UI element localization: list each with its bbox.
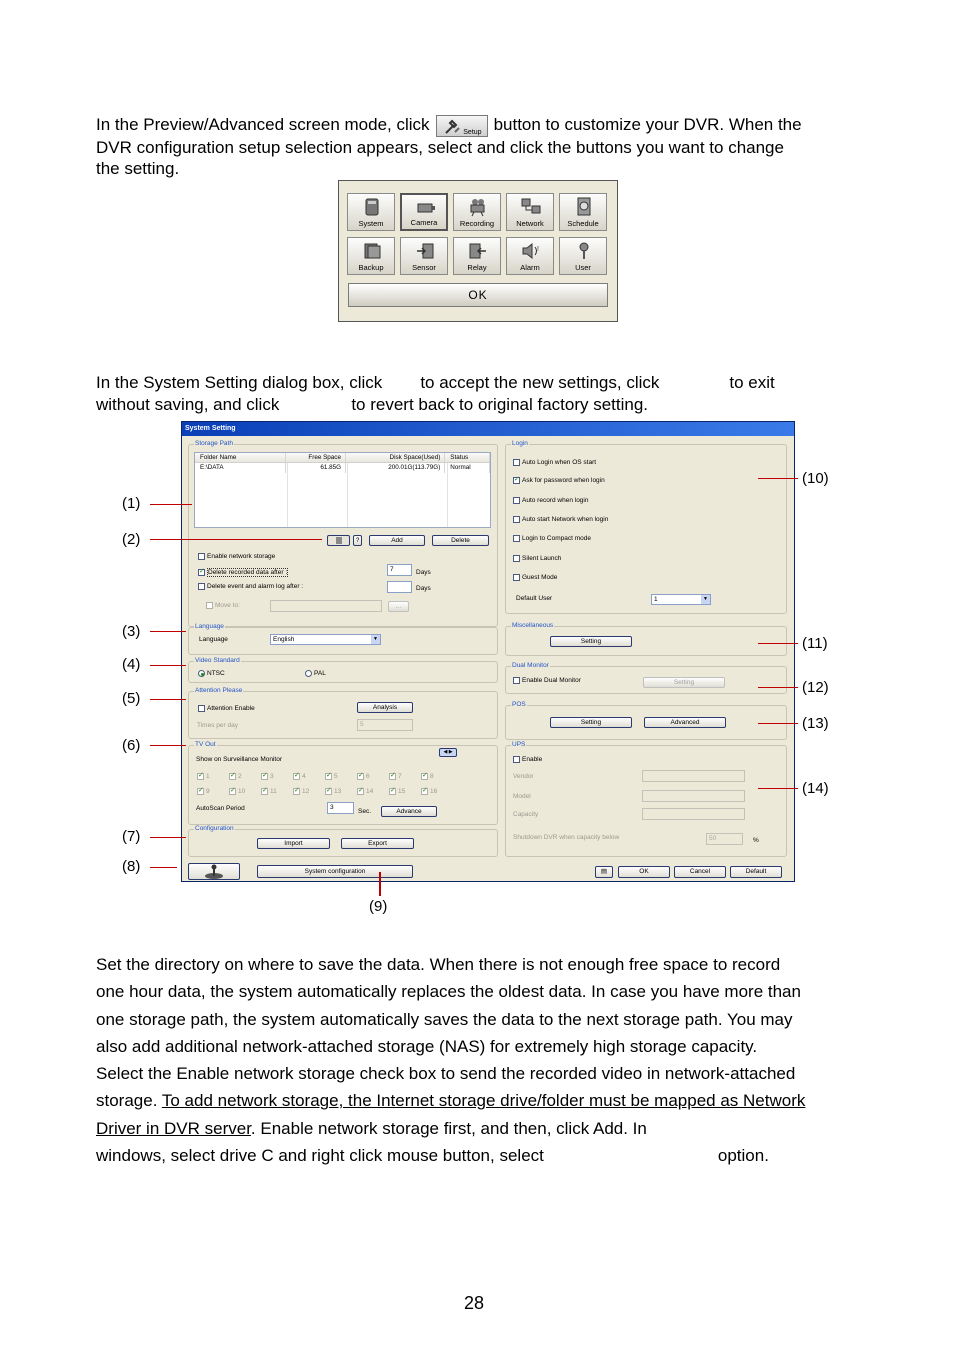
callout-line-7 [150, 837, 186, 838]
advance-button[interactable]: Advance [381, 806, 437, 817]
attention-enable-checkbox[interactable]: Attention Enable [198, 705, 255, 712]
camera-tile[interactable]: Camera [400, 193, 448, 231]
callout-1: (1) [122, 495, 141, 512]
callout-11: (11) [802, 635, 828, 652]
system-tile[interactable]: System [347, 193, 395, 231]
backup-tile[interactable]: Backup [347, 237, 395, 275]
tv-channel-checkbox[interactable]: ✓ 10 [229, 788, 245, 795]
tv-channel-checkbox[interactable]: ✓ 7 [389, 773, 402, 780]
drive-icon [334, 536, 344, 545]
storage-path-group: Storage Path [188, 444, 498, 627]
network-tile[interactable]: Network [506, 193, 554, 231]
alarm-tile[interactable]: ! Alarm [506, 237, 554, 275]
vendor-label: Vendor [513, 773, 534, 780]
enable-network-storage-checkbox[interactable]: Enable network storage [198, 553, 275, 560]
cancel-button[interactable]: Cancel [674, 866, 726, 878]
callout-line-9 [379, 872, 381, 896]
tv-channel-checkbox[interactable]: ✓ 1 [197, 773, 210, 780]
dual-monitor-group: Dual Monitor [505, 666, 787, 694]
language-group: Language [188, 627, 498, 655]
callout-line-5 [150, 699, 186, 700]
callout-line-1 [150, 504, 192, 505]
tv-channel-checkbox[interactable]: ✓ 6 [357, 773, 370, 780]
recording-tile[interactable]: Recording [453, 193, 501, 231]
callout-line-4 [150, 665, 186, 666]
ntsc-radio[interactable]: NTSC [198, 670, 225, 677]
callout-line-3 [150, 631, 186, 632]
tv-channel-checkbox[interactable]: ✓ 11 [261, 788, 277, 795]
pos-setting-button[interactable]: Setting [550, 717, 632, 728]
chevron-down-icon: ▼ [701, 595, 710, 604]
setup-button-label: Setup [463, 128, 482, 136]
tv-out-group: TV Out [188, 745, 498, 825]
default-user-label: Default User [516, 595, 553, 602]
pos-group: POS [505, 705, 787, 740]
callout-2: (2) [122, 531, 141, 548]
auto-start-network-checkbox[interactable]: Auto start Network when login [513, 516, 608, 523]
tv-channel-checkbox[interactable]: ✓ 9 [197, 788, 210, 795]
silent-launch-checkbox[interactable]: Silent Launch [513, 555, 561, 562]
setup-button[interactable] [436, 115, 488, 137]
login-group: Login [505, 444, 787, 614]
language-label: Language [199, 636, 228, 643]
backup-icon [362, 241, 382, 261]
callout-4: (4) [122, 656, 141, 673]
shutdown-input[interactable]: 50 [706, 833, 743, 845]
tv-channel-checkbox[interactable]: ✓ 5 [325, 773, 338, 780]
help-icon[interactable]: ? [353, 535, 362, 546]
callout-10: (10) [802, 470, 829, 487]
autoscan-input[interactable]: 3 [327, 802, 354, 814]
svg-text:!: ! [537, 246, 539, 253]
vendor-input[interactable] [642, 770, 745, 782]
capacity-label: Capacity [513, 811, 539, 818]
tv-channel-checkbox[interactable]: ✓ 3 [261, 773, 274, 780]
speaker-icon [521, 241, 541, 261]
callout-6: (6) [122, 737, 141, 754]
film-camera-icon [468, 197, 488, 217]
move-to-input[interactable] [270, 600, 382, 612]
callout-12: (12) [802, 679, 829, 696]
intro-text-2: button to customize your DVR. When the [493, 115, 802, 134]
callout-5: (5) [122, 690, 141, 707]
miscellaneous-group: Miscellaneous [505, 626, 787, 656]
configuration-group: Configuration [188, 829, 498, 857]
callout-3: (3) [122, 623, 141, 640]
tv-channel-checkbox[interactable]: ✓ 13 [325, 788, 341, 795]
page-number: 28 [464, 1293, 485, 1313]
times-per-day-input[interactable]: 5 [357, 719, 413, 731]
compact-mode-checkbox[interactable]: Login to Compact mode [513, 535, 591, 542]
network-mapping-note: To add network storage, the Internet storage drive/folder must be mapped as Network [161, 1091, 806, 1111]
table-header: Folder Name Free Space Disk Space(Used) Status [195, 453, 490, 463]
ask-password-checkbox[interactable]: ✓ Ask for password when login [513, 477, 605, 484]
storage-table[interactable] [194, 452, 491, 528]
days-label-2: Days [416, 585, 431, 592]
guest-mode-checkbox[interactable]: Guest Mode [513, 574, 557, 581]
intro-text-1: In the Preview/Advanced screen mode, click [96, 115, 430, 134]
tv-channel-checkbox[interactable]: ✓ 8 [421, 773, 434, 780]
dual-monitor-setting-button[interactable]: Setting [643, 677, 725, 688]
chevron-down-icon: ▼ [371, 635, 380, 644]
callout-line-13 [758, 723, 798, 724]
page-arrows[interactable]: ◀ ▶ [439, 748, 457, 757]
callout-8: (8) [122, 858, 141, 875]
table-row[interactable]: E:\DATA 61.85G 200.01G(113.79G) Normal [195, 463, 490, 473]
days-label: Days [416, 569, 431, 576]
callout-line-10 [758, 478, 798, 479]
callout-line-8 [150, 867, 177, 868]
delete-button[interactable]: Delete [432, 535, 489, 546]
relay-icon [468, 241, 488, 261]
callout-14: (14) [802, 780, 829, 797]
system-setting-dialog [181, 421, 795, 882]
storage-description-paragraph: Set the directory on where to save the data. When there is not enough free space to record one hour data, the system automatically replaces the oldest data. In case you have more than one storage path, the system automatically saves the data to the next storage path. You may also add additional network-attached storage (NAS) for extremely high storage capacity. Select the Enable network storage check box to send the recorded video in network-attached storage. To add network storage, the Internet storage drive/folder must be mapped as Network Driver in DVR server. Enable network storage first, and then, click Add. In windows, select drive C and right click mouse button, select option. [96, 955, 806, 1166]
ups-enable-checkbox[interactable]: Enable [513, 756, 542, 763]
show-on-monitor-label: Show on Surveillance Monitor [196, 756, 282, 763]
clock-icon [574, 197, 594, 217]
callout-line-2 [150, 539, 322, 540]
pal-radio[interactable]: PAL [305, 670, 326, 677]
delete-recorded-days-input[interactable]: 7 [387, 564, 412, 576]
tv-channel-checkbox[interactable]: ✓ 16 [421, 788, 437, 795]
export-button[interactable]: Export [341, 838, 414, 849]
browse-button[interactable]: ... [388, 601, 409, 612]
autoscan-label: AutoScan Period [196, 805, 245, 812]
network-icon [521, 197, 541, 217]
attention-group: Attention Please [188, 691, 498, 739]
delete-recorded-checkbox[interactable]: ✓ Delete recorded data after : [198, 568, 288, 577]
callout-line-6 [150, 745, 186, 746]
system-configuration-button[interactable]: System configuration [257, 865, 413, 878]
tv-channel-checkbox[interactable]: ✓ 12 [293, 788, 309, 795]
callout-line-12 [758, 687, 798, 688]
add-button[interactable]: Add [369, 535, 425, 546]
ups-group: UPS [505, 745, 787, 857]
intro-paragraph [96, 114, 876, 180]
wrench-icon [443, 118, 463, 136]
callout-13: (13) [802, 715, 829, 732]
default-user-select[interactable]: 1 ▼ [651, 594, 711, 605]
sensor-tile[interactable]: Sensor [400, 237, 448, 275]
enable-dual-monitor-checkbox[interactable]: Enable Dual Monitor [513, 677, 581, 684]
percent-label: % [753, 837, 759, 844]
joystick-button[interactable] [188, 863, 240, 880]
sec-label: Sec. [358, 808, 372, 815]
key-icon [574, 241, 594, 261]
times-per-day-label: Times per day [197, 722, 238, 729]
video-standard-group: Video Standard [188, 661, 498, 683]
pos-advanced-button[interactable]: Advanced [644, 717, 726, 728]
camera-icon [416, 198, 436, 218]
default-button[interactable]: Default [730, 866, 782, 878]
network-drive-button[interactable] [327, 535, 350, 546]
callout-line-14 [758, 788, 798, 789]
language-select[interactable]: English ▼ [270, 634, 381, 645]
system-setting-paragraph: In the System Setting dialog box, click to accept the new settings, click to exit without saving, and click to revert back to original factory setting. [96, 373, 775, 414]
printer-icon[interactable]: ▤ [595, 866, 613, 878]
intro-text-4: the setting. [96, 159, 180, 179]
schedule-tile[interactable]: Schedule [559, 193, 607, 231]
tv-channel-checkbox[interactable]: ✓ 14 [357, 788, 373, 795]
auto-login-checkbox[interactable]: Auto Login when OS start [513, 459, 596, 466]
dialog-title: System Setting [182, 422, 794, 436]
setup-selection-panel [338, 180, 618, 322]
delete-event-days-input[interactable] [387, 581, 412, 593]
model-label: Model [513, 793, 531, 800]
tv-channel-checkbox[interactable]: ✓ 2 [229, 773, 242, 780]
move-to-checkbox[interactable]: Move to: [206, 602, 240, 609]
import-button[interactable]: Import [257, 838, 330, 849]
callout-7: (7) [122, 828, 141, 845]
shutdown-label: Shutdown DVR when capacity below [513, 834, 620, 841]
misc-setting-button[interactable]: Setting [550, 636, 632, 647]
callout-9: (9) [369, 898, 388, 915]
model-input[interactable] [642, 790, 745, 802]
delete-event-log-checkbox[interactable]: Delete event and alarm log after : [198, 583, 303, 590]
callout-line-11 [758, 643, 798, 644]
tv-channel-checkbox[interactable]: ✓ 15 [389, 788, 405, 795]
joystick-icon [203, 864, 225, 879]
user-tile[interactable]: User [559, 237, 607, 275]
analysis-button[interactable]: Analysis [357, 702, 413, 713]
auto-record-checkbox[interactable]: Auto record when login [513, 497, 589, 504]
relay-tile[interactable]: Relay [453, 237, 501, 275]
sensor-icon [415, 241, 435, 261]
ok-button[interactable]: OK [348, 283, 608, 307]
intro-text-3: DVR configuration setup selection appears, select and click the buttons you want to change [96, 137, 784, 157]
capacity-input[interactable] [642, 808, 745, 820]
system-icon [362, 197, 382, 217]
tv-channel-checkbox[interactable]: ✓ 4 [293, 773, 306, 780]
dialog-ok-button[interactable]: OK [618, 866, 670, 878]
